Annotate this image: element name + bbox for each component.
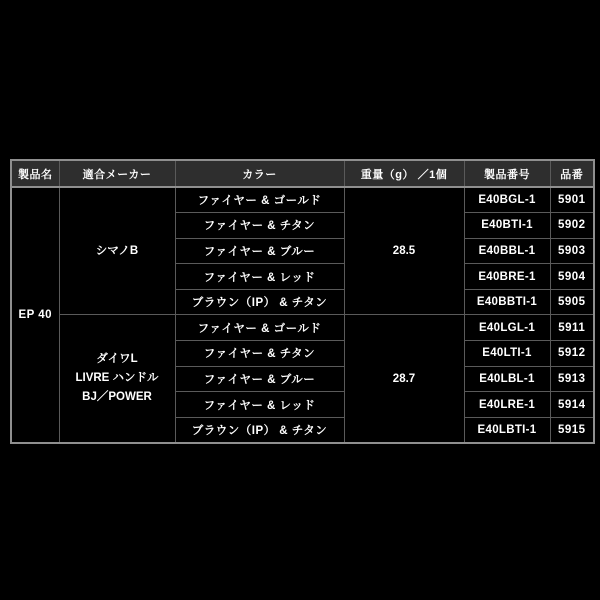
table-body xyxy=(11,187,594,443)
item-number-cell: 5913 xyxy=(550,366,594,392)
column-header-product-code: 製品番号 xyxy=(464,160,550,187)
maker-cell xyxy=(59,187,175,315)
product-code-cell: E40LGL-1 xyxy=(464,315,550,341)
color-cell: ファイヤー & チタン xyxy=(175,341,344,367)
product-name-cell: EP 40 xyxy=(11,187,59,443)
product-code-cell: E40LRE-1 xyxy=(464,392,550,418)
weight-cell: 28.5 xyxy=(344,187,464,315)
item-number-cell: 5905 xyxy=(550,289,594,315)
item-number-cell: 5911 xyxy=(550,315,594,341)
column-header-color: カラー xyxy=(175,160,344,187)
product-code-cell: E40BRE-1 xyxy=(464,264,550,290)
maker-line: ダイワL xyxy=(96,353,138,366)
column-header-product-name: 製品名 xyxy=(11,160,59,187)
table-row xyxy=(11,315,594,341)
color-cell: ブラウン（IP） & チタン xyxy=(175,417,344,443)
maker-cell xyxy=(59,315,175,443)
color-cell: ファイヤー & ブルー xyxy=(175,238,344,264)
column-header-weight: 重量（g） ／1個 xyxy=(344,160,464,187)
product-code-cell: E40BGL-1 xyxy=(464,187,550,213)
product-code-cell: E40BTI-1 xyxy=(464,213,550,239)
item-number-cell: 5901 xyxy=(550,187,594,213)
maker-line: BJ／POWER xyxy=(82,391,152,404)
column-header-item-no: 品番 xyxy=(550,160,594,187)
item-number-cell: 5903 xyxy=(550,238,594,264)
color-cell: ブラウン（IP） & チタン xyxy=(175,289,344,315)
product-spec-table xyxy=(10,159,595,444)
item-number-cell: 5915 xyxy=(550,417,594,443)
product-code-cell: E40BBTI-1 xyxy=(464,289,550,315)
product-code-cell: E40LBTI-1 xyxy=(464,417,550,443)
color-cell: ファイヤー & レッド xyxy=(175,392,344,418)
column-header-maker: 適合メーカー xyxy=(59,160,175,187)
product-code-cell: E40LTI-1 xyxy=(464,341,550,367)
maker-line: LIVRE ハンドル xyxy=(75,372,159,385)
item-number-cell: 5902 xyxy=(550,213,594,239)
color-cell: ファイヤー & ゴールド xyxy=(175,187,344,213)
color-cell: ファイヤー & チタン xyxy=(175,213,344,239)
item-number-cell: 5914 xyxy=(550,392,594,418)
color-cell: ファイヤー & ブルー xyxy=(175,366,344,392)
product-code-cell: E40LBL-1 xyxy=(464,366,550,392)
product-code-cell: E40BBL-1 xyxy=(464,238,550,264)
table-row xyxy=(11,187,594,213)
item-number-cell: 5912 xyxy=(550,341,594,367)
weight-cell: 28.7 xyxy=(344,315,464,443)
color-cell: ファイヤー & レッド xyxy=(175,264,344,290)
maker-line: シマノB xyxy=(95,244,139,257)
color-cell: ファイヤー & ゴールド xyxy=(175,315,344,341)
table-header-row xyxy=(11,160,594,187)
item-number-cell: 5904 xyxy=(550,264,594,290)
